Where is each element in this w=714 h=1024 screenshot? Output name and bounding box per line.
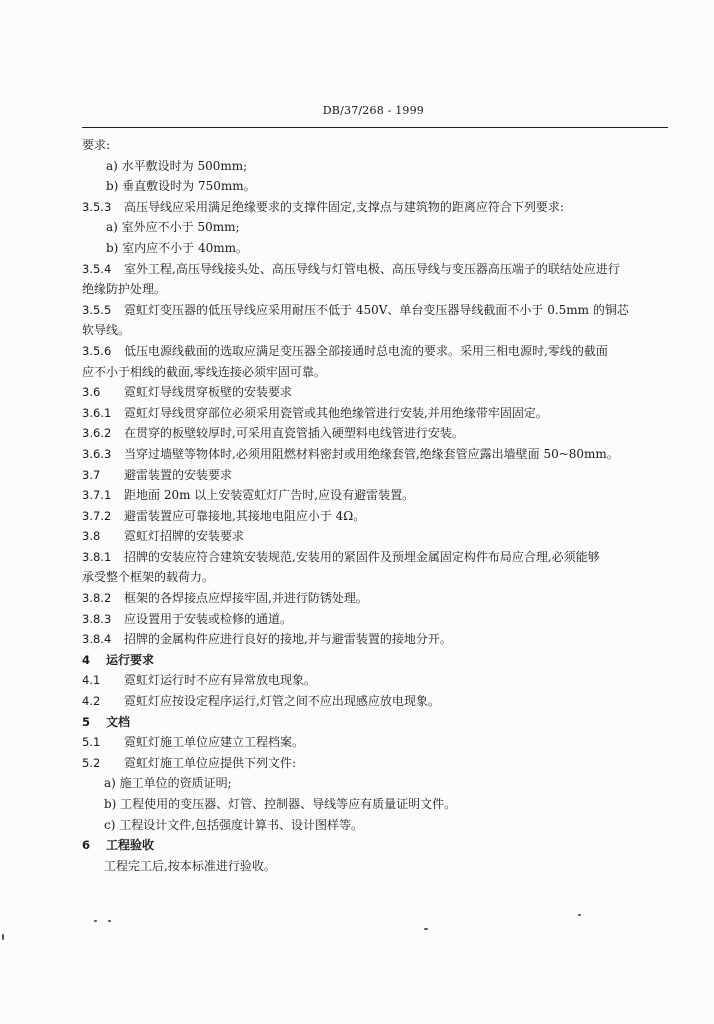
- text-line: [82, 279, 666, 300]
- clause-text: 招牌的安装应符合建筑安装规范,安装用的紧固件及预埋金属固定构件布局应合理,必须能够: [124, 549, 600, 564]
- clause-number: 3.6.2: [82, 426, 112, 441]
- line-text: a) 室外应不小于 50mm;: [106, 220, 240, 235]
- section-title: 文档: [106, 714, 131, 729]
- clause-line: [82, 691, 666, 712]
- clause-line: [82, 300, 666, 321]
- clause-text: 距地面 20m 以上安装霓虹灯广告时,应设有避雷装置。: [124, 488, 415, 503]
- clause-line: [82, 732, 666, 753]
- clause-number: 3.8.2: [82, 591, 112, 606]
- clause-text: 室外工程,高压导线接头处、高压导线与灯管电极、高压导线与变压器高压端子的联结处应进行: [124, 261, 620, 276]
- clause-number: 5.2: [82, 755, 101, 770]
- scan-speck: [108, 920, 111, 922]
- section-heading: [82, 835, 666, 856]
- clause-number: 3.7.2: [82, 508, 112, 523]
- line-text: 承受整个框架的载荷力。: [82, 570, 215, 585]
- clause-number: 3.6: [82, 385, 101, 400]
- clause-text: 避雷装置应可靠接地,其接地电阻应小于 4Ω。: [124, 508, 366, 523]
- clause-text: 霓虹灯导线贯穿板壁的安装要求: [124, 385, 293, 400]
- text-line: [82, 238, 666, 259]
- section-number: 6: [82, 838, 91, 853]
- clause-text: 高压导线应采用满足绝缘要求的支撑件固定,支撑点与建筑物的距离应符合下列要求:: [124, 199, 564, 214]
- clause-number: 3.5.6: [82, 343, 112, 358]
- clause-line: [82, 485, 666, 506]
- clause-text: 当穿过墙壁等物体时,必须用阻燃材料密封或用绝缘套管,绝缘套管应露出墙壁面 50~80mm。: [124, 446, 619, 461]
- header-rule: [82, 127, 668, 128]
- clause-text: 避雷装置的安装要求: [124, 467, 233, 482]
- line-text: 软导线。: [82, 323, 131, 338]
- text-line: [82, 176, 666, 197]
- clause-number: 3.5.4: [82, 261, 112, 276]
- line-text: 应不小于相线的截面,零线连接必须牢固可靠。: [82, 364, 326, 379]
- clause-number: 5.1: [82, 735, 101, 750]
- clause-line: [82, 609, 666, 630]
- section-number: 5: [82, 714, 91, 729]
- text-line: [82, 773, 666, 794]
- clause-text: 霓虹灯应按设定程序运行,灯管之间不应出现感应放电现象。: [124, 694, 440, 709]
- clause-text: 在贯穿的板壁较厚时,可采用直瓷管插入硬塑料电线管进行安装。: [124, 426, 464, 441]
- text-line: [82, 815, 666, 836]
- clause-number: 3.8.4: [82, 632, 112, 647]
- text-line: [82, 135, 666, 156]
- clause-line: [82, 465, 666, 486]
- scan-speck: [424, 928, 428, 930]
- clause-line: [82, 670, 666, 691]
- scan-speck: [578, 914, 581, 916]
- clause-number: 3.5.5: [82, 302, 112, 317]
- text-line: [82, 217, 666, 238]
- line-text: 要求:: [82, 138, 111, 152]
- line-text: a) 水平敷设时为 500mm;: [106, 158, 248, 173]
- section-title: 工程验收: [106, 838, 155, 853]
- clause-number: 3.8.1: [82, 549, 112, 564]
- clause-number: 3.7.1: [82, 488, 112, 503]
- clause-text: 霓虹灯招牌的安装要求: [124, 529, 245, 544]
- clause-text: 霓虹灯施工单位应提供下列文件:: [124, 755, 297, 770]
- clause-line: [82, 588, 666, 609]
- clause-text: 框架的各焊接点应焊接牢固,并进行防锈处理。: [124, 591, 368, 606]
- clause-number: 4.2: [82, 694, 101, 709]
- clause-text: 霓虹灯变压器的低压导线应采用耐压不低于 450V、单台变压器导线截面不小于 0.5mm 的铜芯: [124, 302, 629, 317]
- clause-text: 低压电源线截面的选取应满足变压器全部接通时总电流的要求。采用三相电源时,零线的截面: [124, 343, 608, 358]
- line-text: 绝缘防护处理。: [82, 282, 167, 297]
- clause-line: [82, 423, 666, 444]
- text-line: [82, 567, 666, 588]
- page-header-standard-code: DB/37/268 - 1999: [322, 104, 424, 117]
- clause-line: [82, 506, 666, 527]
- clause-text: 霓虹灯运行时不应有异常放电现象。: [124, 673, 317, 688]
- clause-line: [82, 526, 666, 547]
- line-text: 工程完工后,按本标准进行验收。: [104, 858, 276, 873]
- clause-line: [82, 629, 666, 650]
- line-text: c) 工程设计文件,包括强度计算书、设计图样等。: [104, 817, 364, 832]
- clause-number: 3.8.3: [82, 611, 112, 626]
- scan-speck: [2, 934, 4, 940]
- text-line: [82, 362, 666, 383]
- clause-line: [82, 341, 666, 362]
- clause-number: 3.8: [82, 529, 101, 544]
- scan-speck: [94, 920, 97, 922]
- clause-line: [82, 403, 666, 424]
- clause-text: 应设置用于安装或检修的通道。: [124, 611, 293, 626]
- text-line: [82, 156, 666, 177]
- clause-text: 霓虹灯导线贯穿部位必须采用瓷管或其他绝缘管进行安装,并用绝缘带牢固固定。: [124, 405, 548, 420]
- text-line: [82, 794, 666, 815]
- section-title: 运行要求: [106, 652, 155, 667]
- clause-line: [82, 197, 666, 218]
- clause-text: 霓虹灯施工单位应建立工程档案。: [124, 735, 305, 750]
- clause-line: [82, 382, 666, 403]
- text-line: [82, 856, 666, 877]
- line-text: b) 垂直敷设时为 750mm。: [106, 179, 256, 194]
- clause-number: 3.6.3: [82, 446, 112, 461]
- clause-line: [82, 547, 666, 568]
- document-body: [82, 135, 666, 876]
- line-text: b) 工程使用的变压器、灯管、控制器、导线等应有质量证明文件。: [104, 797, 457, 811]
- clause-number: 4.1: [82, 673, 101, 688]
- line-text: a) 施工单位的资质证明;: [104, 776, 232, 791]
- clause-number: 3.5.3: [82, 199, 112, 214]
- text-line: [82, 320, 666, 341]
- clause-line: [82, 259, 666, 280]
- section-heading: [82, 712, 666, 733]
- clause-text: 招牌的金属构件应进行良好的接地,并与避雷装置的接地分开。: [124, 632, 452, 647]
- clause-line: [82, 444, 666, 465]
- clause-number: 3.7: [82, 467, 101, 482]
- clause-number: 3.6.1: [82, 405, 112, 420]
- section-number: 4: [82, 652, 91, 667]
- section-heading: [82, 650, 666, 671]
- line-text: b) 室内应不小于 40mm。: [106, 240, 249, 255]
- clause-line: [82, 753, 666, 774]
